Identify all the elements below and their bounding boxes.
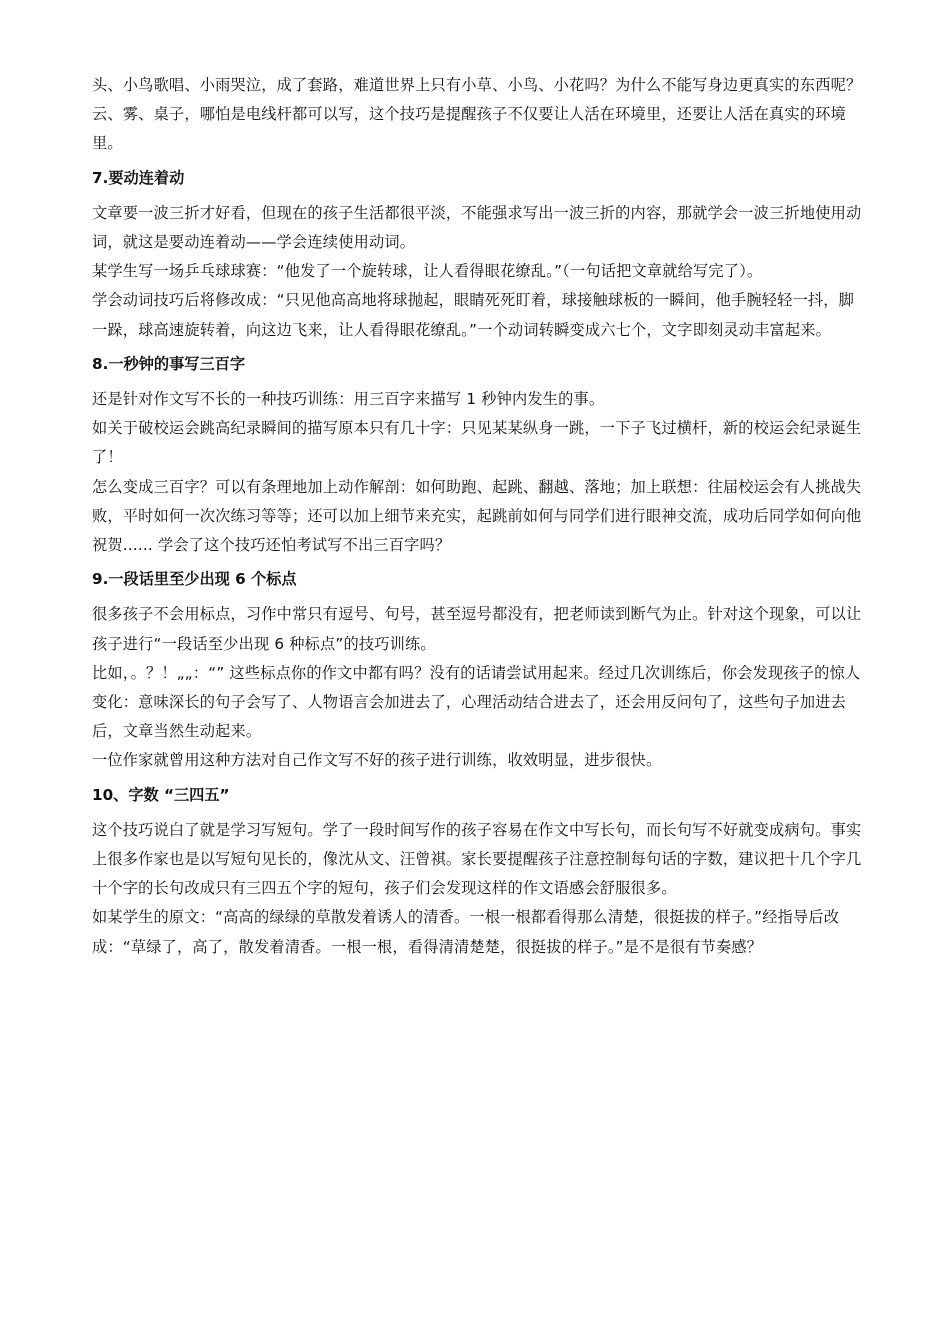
section-7-paragraph-3: 学会动词技巧后将修改成：“只见他高高地将球抛起，眼睛死死盯着，球接触球板的一瞬间，他手腕轻轻一抖，脚一跺，球高速旋转着，向这边飞来，让人看得眼花缭乱。”一个动词转瞬变成六七个，文字即刻灵动丰富起来。 xyxy=(92,291,855,339)
document-page xyxy=(92,71,862,962)
section-9-paragraph-2: 比如，。？！„„：“” 这些标点你的作文中都有吗？没有的话请尝试用起来。经过几次训练后，你会发现孩子的惊人变化：意味深长的句子会写了、人物语言会加进去了，心理活动结合进去了，还会用反问句了，这些句子加进去后，文章当然生动起来。 xyxy=(92,663,861,741)
section-7-paragraph-1: 文章要一波三折才好看，但现在的孩子生活都很平淡，不能强求写出一波三折的内容，那就学会一波三折地使用动词，就这是要动连着动——学会连续使用动词。 xyxy=(92,203,862,252)
section-9-paragraph-3: 一位作家就曾用这种方法对自己作文写不好的孩子进行训练，收效明显，进步很快。 xyxy=(92,751,662,770)
section-8-paragraph-1: 还是针对作文写不长的一种技巧训练：用三百字来描写 1 秒钟内发生的事。 xyxy=(92,390,605,409)
section-7-paragraph-2: 某学生写一场乒乓球球赛：“他发了一个旋转球，让人看得眼花缭乱。”（一句话把文章就给写完了）。 xyxy=(92,262,763,281)
section-9-heading: 9.一段话里至少出现 6 个标点 xyxy=(92,570,297,589)
section-7-heading: 7.要动连着动 xyxy=(92,168,185,187)
section-9-paragraph-1: 很多孩子不会用标点，习作中常只有逗号、句号，甚至逗号都没有，把老师读到断气为止。针对这个现象，可以让孩子进行“一段话至少出现 6 种标点”的技巧训练。 xyxy=(92,605,862,653)
intro-paragraph: 头、小鸟歌唱、小雨哭泣，成了套路，难道世界上只有小草、小鸟、小花吗？为什么不能写身边更真实的东西呢？云、雾、桌子，哪怕是电线杆都可以写，这个技巧是提醒孩子不仅要让人活在环境里，还要让人活在真实的环境里。 xyxy=(92,76,862,153)
section-8-heading: 8.一秒钟的事写三百字 xyxy=(92,354,246,373)
section-10-paragraph-2: 如某学生的原文：“高高的绿绿的草散发着诱人的清香。一根一根都看得那么清楚，很挺拔的样子。”经指导后改成：“草绿了，高了，散发着清香。一根一根，看得清清楚楚，很挺拔的样子。”是不是很有节奏感？ xyxy=(92,908,840,956)
section-8-paragraph-2: 如关于破校运会跳高纪录瞬间的描写原本只有几十字：只见某某纵身一跳，一下子飞过横杆，新的校运会纪录诞生了！ xyxy=(92,419,862,467)
section-8-paragraph-3: 怎么变成三百字？可以有条理地加上动作解剖：如何助跑、起跳、翻越、落地；加上联想：往届校运会有人挑战失败，平时如何一次次练习等等；还可以加上细节来充实，起跳前如何与同学们进行眼神交流，成功后同学如何向他祝贺...... 学会了这个技巧还怕考试写不出三百字吗？ xyxy=(92,477,862,555)
section-10-paragraph-1: 这个技巧说白了就是学习写短句。学了一段时间写作的孩子容易在作文中写长句，而长句写不好就变成病句。事实上很多作家也是以写短句见长的，像沈从文、汪曾祺。家长要提醒孩子注意控制每句话的字数，建议把十几个字几十个字的长句改成只有三四五个字的短句，孩子们会发现这样的作文语感会舒服很多。 xyxy=(92,820,862,898)
section-10-heading: 10、字数 “三四五” xyxy=(92,785,230,804)
